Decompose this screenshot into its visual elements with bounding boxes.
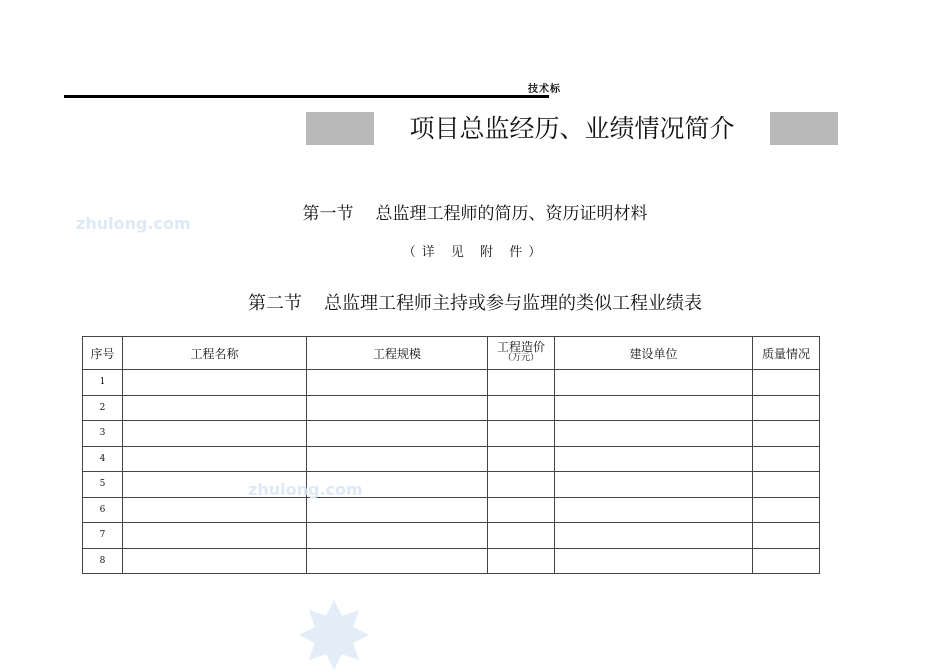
table-header-row xyxy=(83,337,820,370)
row-number: 5 xyxy=(83,472,123,498)
header-builder: 建设单位 xyxy=(555,337,753,370)
table-cell xyxy=(307,421,488,447)
table-cell xyxy=(555,548,753,574)
table-cell xyxy=(555,523,753,549)
header-cost xyxy=(488,337,555,370)
table-cell xyxy=(753,395,820,421)
detail-note: （详 见 附 件） xyxy=(402,245,548,260)
table-row xyxy=(83,497,820,523)
table-cell xyxy=(307,370,488,396)
row-number: 6 xyxy=(83,497,123,523)
table-cell xyxy=(488,370,555,396)
row-number: 2 xyxy=(83,395,123,421)
table-cell xyxy=(488,421,555,447)
table-cell xyxy=(753,548,820,574)
row-number: 4 xyxy=(83,446,123,472)
table-cell xyxy=(753,446,820,472)
table-cell xyxy=(555,421,753,447)
table-cell xyxy=(488,523,555,549)
table-row xyxy=(83,370,820,396)
row-number: 8 xyxy=(83,548,123,574)
table-row xyxy=(83,472,820,498)
watermark-text: zhulong.com xyxy=(76,214,191,233)
header-scale: 工程规模 xyxy=(307,337,488,370)
table-cell xyxy=(753,523,820,549)
section2-text: 总监理工程师主持或参与监理的类似工程业绩表 xyxy=(324,293,702,314)
table-cell xyxy=(555,446,753,472)
table-cell xyxy=(555,395,753,421)
table-row xyxy=(83,446,820,472)
table-cell xyxy=(307,497,488,523)
table-cell xyxy=(753,421,820,447)
table-cell xyxy=(123,421,307,447)
performance-table xyxy=(82,336,820,574)
table-row xyxy=(83,548,820,574)
table-row xyxy=(83,421,820,447)
table-cell xyxy=(123,395,307,421)
header-name: 工程名称 xyxy=(123,337,307,370)
table-cell xyxy=(488,446,555,472)
table-cell xyxy=(307,548,488,574)
table-cell xyxy=(123,446,307,472)
table-cell xyxy=(307,446,488,472)
table-row xyxy=(83,395,820,421)
header-cost-unit: （万元） xyxy=(502,353,539,363)
row-number: 3 xyxy=(83,421,123,447)
table-cell xyxy=(123,523,307,549)
header-quality: 质量情况 xyxy=(753,337,820,370)
row-number: 7 xyxy=(83,523,123,549)
section2-heading xyxy=(0,289,950,315)
table-cell xyxy=(753,497,820,523)
table-cell xyxy=(307,395,488,421)
table-cell xyxy=(123,370,307,396)
table-cell xyxy=(555,370,753,396)
section1-heading xyxy=(0,199,950,224)
table-cell xyxy=(123,497,307,523)
table-cell xyxy=(488,548,555,574)
table-cell xyxy=(488,395,555,421)
section2-number: 第二节 xyxy=(248,293,302,314)
watermark-logo-icon xyxy=(297,598,371,672)
table-cell xyxy=(555,497,753,523)
section1-number: 第一节 xyxy=(302,204,354,224)
table-cell xyxy=(555,472,753,498)
table-cell xyxy=(123,548,307,574)
table-cell xyxy=(753,370,820,396)
table-cell xyxy=(753,472,820,498)
page-title: 项目总监经历、业绩情况简介 xyxy=(409,114,735,143)
section1-text: 总监理工程师的简历、资历证明材料 xyxy=(375,204,648,224)
performance-table-wrap xyxy=(82,336,820,574)
row-number: 1 xyxy=(83,370,123,396)
table-cell xyxy=(307,523,488,549)
table-cell xyxy=(488,497,555,523)
table-row xyxy=(83,523,820,549)
header-rule xyxy=(64,95,549,98)
table-cell xyxy=(488,472,555,498)
header-seq: 序号 xyxy=(83,337,123,370)
header-label: 技术标 xyxy=(528,84,561,95)
header-cost-label: 工程造价 xyxy=(496,340,545,354)
watermark-text: zhulong.com xyxy=(248,480,363,499)
